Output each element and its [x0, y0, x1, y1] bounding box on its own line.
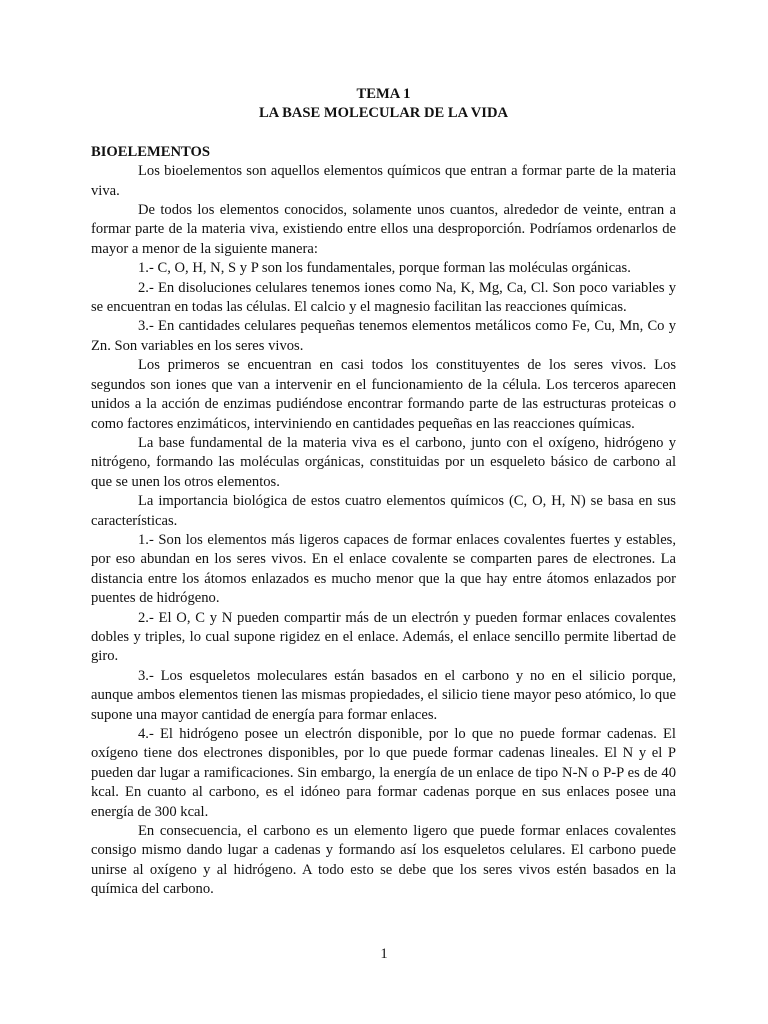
document-title: LA BASE MOLECULAR DE LA VIDA — [258, 105, 509, 122]
list-item-paragraph: 3.- Los esqueletos moleculares están basados en el carbono y no en el silicio porque, aunque ambos elementos tienen las mismas propiedades, el silicio tiene mayor peso atómico, lo que supone una mayor cantidad de energía para formar enlaces. — [91, 667, 676, 723]
paragraph: En consecuencia, el carbono es un elemento ligero que puede formar enlaces covalentes consigo mismo dando lugar a cadenas y formando así los esqueletos celulares. El carbono puede unirse al oxígeno y al hidrógeno. A todo esto se debe que los seres vivos estén basados en la química del carbono. — [91, 823, 676, 898]
paragraph: La base fundamental de la materia viva es el carbono, junto con el oxígeno, hidrógeno y nitrógeno, formando las moléculas orgánicas, constituidas por un esqueleto básico de carbono al que se unen los otros elementos. — [91, 434, 676, 490]
title-spacer — [91, 124, 676, 143]
paragraph: Los bioelementos son aquellos elementos químicos que entran a formar parte de la materia viva. — [91, 163, 676, 199]
list-item-paragraph: 1.- C, O, H, N, S y P son los fundamentales, porque forman las moléculas orgánicas. — [138, 260, 631, 277]
list-item-paragraph: 3.- En cantidades celulares pequeñas tenemos elementos metálicos como Fe, Cu, Mn, Co y Zn. Son variables en los seres vivos. — [91, 318, 676, 354]
paragraph: Los primeros se encuentran en casi todos los constituyentes de los seres vivos. Los segundos son iones que van a intervenir en el funcionamiento de la célula. Los terceros aparecen unidos a la acción de enzimas pudiéndose encontrar formando parte de las estructuras proteicas o como factores enzimáticos, interviniendo en cantidades pequeñas en las reacciones químicas. — [91, 357, 676, 432]
section-heading: BIOELEMENTOS — [91, 143, 210, 160]
list-item-paragraph: 2.- El O, C y N pueden compartir más de un electrón y pueden formar enlaces covalentes dobles y triples, lo cual supone rigidez en el enlace. Además, el enlace sencillo permite libertad de giro. — [91, 609, 676, 665]
list-item-paragraph: 4.- El hidrógeno posee un electrón disponible, por lo que no puede formar cadenas. El oxígeno tiene dos electrones disponibles, por lo que puede formar cadenas lineales. El N y el P pueden dar lugar a ramificaciones. Sin embargo, la energía de un enlace de tipo N-N o P-P es de 40 kcal. En cuanto al carbono, es el idóneo para formar cadenas porque en sus enlaces posee una energía de 300 kcal. — [91, 726, 676, 820]
paragraph: La importancia biológica de estos cuatro elementos químicos (C, O, H, N) se basa en sus características. — [91, 493, 676, 529]
list-item-paragraph: 2.- En disoluciones celulares tenemos iones como Na, K, Mg, Ca, Cl. Son poco variables y se encuentran en todas las células. El calcio y el magnesio facilitan las reacciones químicas. — [91, 279, 676, 316]
document-tema: TEMA 1 — [356, 86, 411, 102]
list-item-paragraph: 1.- Son los elementos más ligeros capaces de formar enlaces covalentes fuertes y estables, por eso abundan en los seres vivos. En el enlace covalente se comparten pares de electrones. La distancia entre los átomos enlazados es mucho menor que la que hay entre átomos enlazados por puentes de hidrógeno. — [91, 531, 676, 607]
document-page — [91, 85, 676, 900]
paragraph: De todos los elementos conocidos, solamente unos cuantos, alrededor de veinte, entran a formar parte de la materia viva, existiendo entre ellos una desproporción. Podríamos ordenarlos de mayor a menor de la siguiente manera: — [91, 202, 676, 257]
page-number: 1 — [380, 946, 388, 962]
